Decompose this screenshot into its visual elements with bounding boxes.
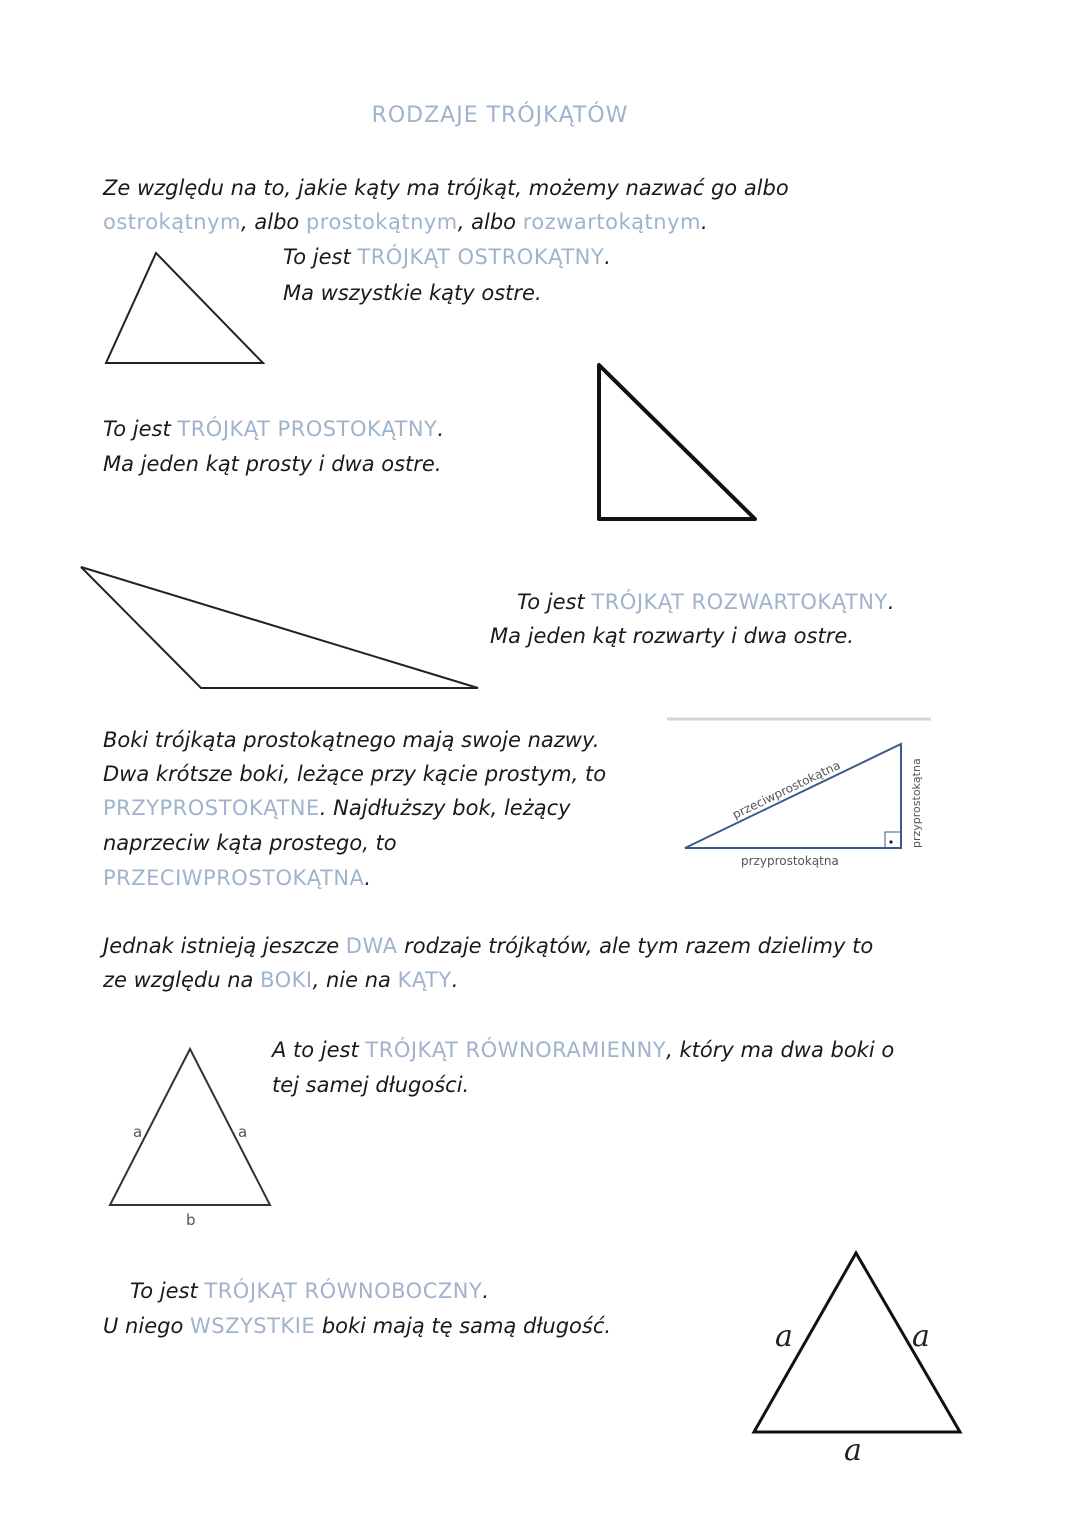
term-all: WSZYSTKIE xyxy=(189,1314,316,1338)
term-legs: PRZYPROSTOKĄTNE xyxy=(103,796,320,820)
right-heading: To jest TRÓJKĄT PROSTOKĄTNY. xyxy=(103,417,445,441)
page-title: RODZAJE TRÓJKĄTÓW xyxy=(371,103,629,128)
label-isosceles-b: b xyxy=(186,1211,196,1229)
term-two: DWA xyxy=(345,934,398,958)
right-triangle-sides-figure xyxy=(665,715,935,875)
sides-line-4: naprzeciw kąta prostego, to xyxy=(103,831,397,855)
intro-line-1: Ze względu na to, jakie kąty ma trójkąt, możemy nazwać go albo xyxy=(103,176,789,200)
term-right: prostokątnym xyxy=(305,210,458,234)
term-acute: ostrokątnym xyxy=(103,210,242,234)
obtuse-triangle-figure xyxy=(78,562,488,692)
term-sides: BOKI xyxy=(260,968,313,992)
sides-line-1: Boki trójkąta prostokątnego mają swoje nazwy. xyxy=(103,728,600,752)
isosceles-name: TRÓJKĄT RÓWNORAMIENNY xyxy=(365,1038,667,1062)
however-line-2: ze względu na BOKI, nie na KĄTY. xyxy=(103,968,459,992)
obtuse-name: TRÓJKĄT ROZWARTOKĄTNY xyxy=(591,590,888,614)
isosceles-heading: A to jest TRÓJKĄT RÓWNORAMIENNY, który ma dwa boki o xyxy=(272,1038,895,1062)
term-hypotenuse: PRZECIWPROSTOKĄTNA xyxy=(103,866,365,890)
isosceles-triangle-figure xyxy=(105,1045,275,1230)
label-equilateral-a-bottom: a xyxy=(844,1433,862,1468)
sides-line-3: PRZYPROSTOKĄTNE. Najdłuższy bok, leżący xyxy=(103,796,571,820)
however-line-1: Jednak istnieją jeszcze DWA rodzaje trójkątów, ale tym razem dzielimy to xyxy=(103,934,874,958)
term-angles: KĄTY xyxy=(397,968,452,992)
equilateral-line-2: U niego WSZYSTKIE boki mają tę samą długość. xyxy=(103,1314,612,1338)
right-triangle-figure xyxy=(592,360,762,530)
sides-line-2: Dwa krótsze boki, leżące przy kącie prostym, to xyxy=(103,762,607,786)
sides-line-5: PRZECIWPROSTOKĄTNA. xyxy=(103,866,372,890)
right-name: TRÓJKĄT PROSTOKĄTNY xyxy=(177,417,438,441)
acute-description: Ma wszystkie kąty ostre. xyxy=(283,281,542,305)
term-obtuse: rozwartokątnym xyxy=(522,210,701,234)
equilateral-name: TRÓJKĄT RÓWNOBOCZNY xyxy=(204,1279,483,1303)
equilateral-heading: To jest TRÓJKĄT RÓWNOBOCZNY. xyxy=(130,1279,489,1303)
obtuse-heading: To jest TRÓJKĄT ROZWARTOKĄTNY. xyxy=(517,590,895,614)
acute-heading: To jest TRÓJKĄT OSTROKĄTNY. xyxy=(283,245,611,269)
label-equilateral-a-left: a xyxy=(775,1319,793,1354)
acute-name: TRÓJKĄT OSTROKĄTNY xyxy=(357,245,605,269)
obtuse-description: Ma jeden kąt rozwarty i dwa ostre. xyxy=(490,624,854,648)
isosceles-line-2: tej samej długości. xyxy=(272,1073,470,1097)
label-equilateral-a-right: a xyxy=(912,1319,930,1354)
intro-line-2: ostrokątnym, albo prostokątnym, albo rozwartokątnym. xyxy=(103,210,708,234)
right-description: Ma jeden kąt prosty i dwa ostre. xyxy=(103,452,442,476)
label-isosceles-a-left: a xyxy=(133,1123,143,1141)
label-isosceles-a-right: a xyxy=(238,1123,248,1141)
label-leg-vertical: przyprostokątna xyxy=(910,758,923,848)
label-leg-horizontal: przyprostokątna xyxy=(741,854,839,868)
label-hypotenuse: przeciwprostokątna xyxy=(730,757,843,822)
acute-triangle-figure xyxy=(100,248,270,368)
equilateral-triangle-figure xyxy=(745,1245,975,1475)
